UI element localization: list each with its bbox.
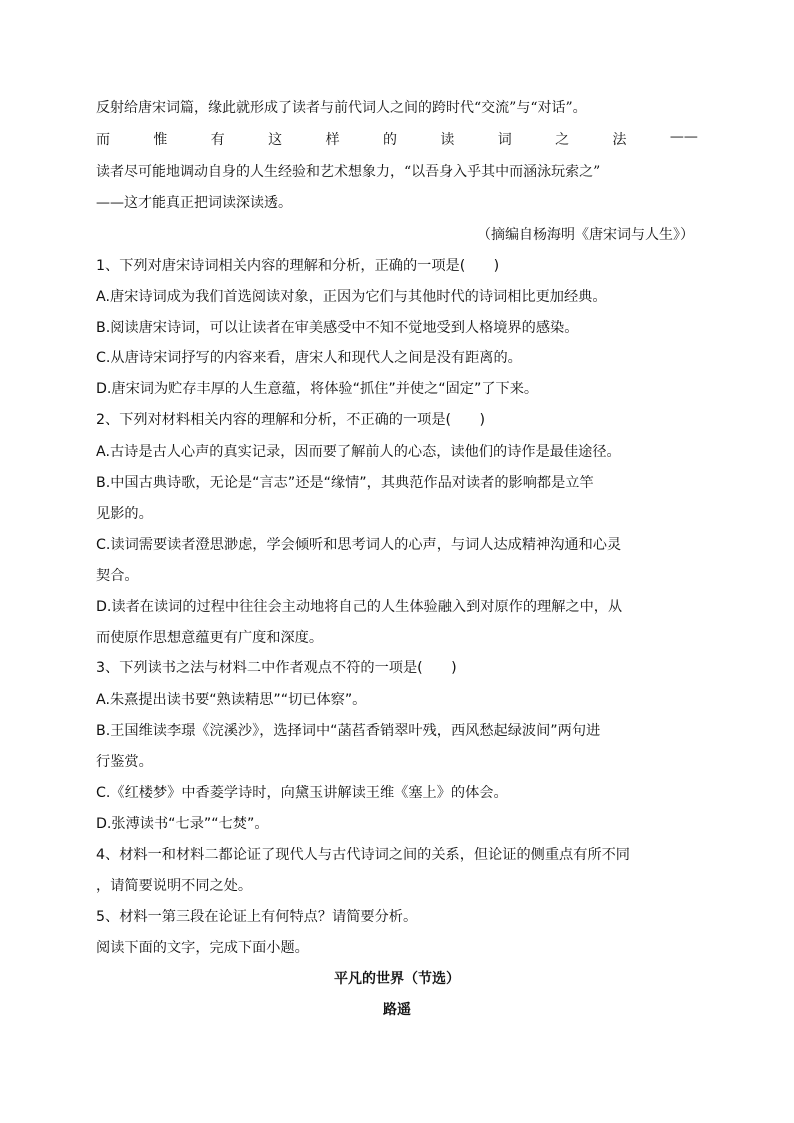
question-stem: 3、下列读书之法与材料二中作者观点不符的一项是( ) xyxy=(96,660,457,676)
option-a: A.朱熹提出读书要“熟读精思”“切已体察”。 xyxy=(96,692,367,708)
passage-char: 词 xyxy=(497,132,512,148)
question-stem-continued: ，请简要说明不同之处。 xyxy=(96,878,253,894)
option-d: D.唐宋词为贮存丰厚的人生意蕴，将体验“抓住”并使之“固定”了下来。 xyxy=(96,381,539,397)
passage-line: ——这才能真正把词读深读透。 xyxy=(96,195,292,211)
passage-char: 而 xyxy=(96,132,110,148)
passage-char: 的 xyxy=(382,132,397,148)
passage-justified-line xyxy=(96,129,698,149)
option-d: D.读者在读词的过程中往往会主动地将自己的人生体验融入到对原作的理解之中，从 xyxy=(96,599,623,615)
option-b: B.阅读唐宋诗词，可以让读者在审美感受中不知不觉地受到人格境界的感染。 xyxy=(96,320,579,336)
option-c: C.《红楼梦》中香菱学诗时，向黛玉讲解读王维《塞上》的体会。 xyxy=(96,785,508,801)
option-d: D.张溥读书“七录”“七焚”。 xyxy=(96,816,269,832)
option-b-continued: 见影的。 xyxy=(96,506,153,522)
question-stem: 5、材料一第三段在论证上有何特点？请简要分析。 xyxy=(96,909,418,925)
passage-char: 之 xyxy=(555,132,570,148)
passage-line: 读者尽可能地调动自身的人生经验和艺术想象力，“以吾身入乎其中而涵泳玩索之” xyxy=(96,164,601,180)
option-c: C.从唐诗宋词抒写的内容来看，唐宋人和现代人之间是没有距离的。 xyxy=(96,350,522,366)
passage-line: 反射给唐宋词篇，缘此就形成了读者与前代词人之间的跨时代“交流”与“对话”。 xyxy=(96,100,587,116)
option-a: A.古诗是古人心声的真实记录，因而要了解前人的心态，读他们的诗作是最佳途径。 xyxy=(96,444,621,460)
passage-char: 这 xyxy=(268,132,283,148)
section-title: 平凡的世界（节选） xyxy=(334,971,460,987)
option-b: B.中国古典诗歌，无论是“言志”还是“缘情”，其典范作品对读者的影响都是立竿 xyxy=(96,475,594,491)
option-b-continued: 行鉴赏。 xyxy=(96,754,153,770)
question-stem: 2、下列对材料相关内容的理解和分析，不正确的一项是( ) xyxy=(96,412,485,428)
passage-char: —— xyxy=(669,129,698,145)
option-a: A.唐宋诗词成为我们首选阅读对象，正因为它们与其他时代的诗词相比更加经典。 xyxy=(96,289,607,305)
option-c-continued: 契合。 xyxy=(96,568,139,584)
option-d-continued: 而使原作思想意蕴更有广度和深度。 xyxy=(96,630,324,646)
option-b: B.王国维读李璟《浣溪沙》，选择词中“菡萏香销翠叶残，西风愁起绿波间”两句进 xyxy=(96,723,601,739)
reading-instruction: 阅读下面的文字，完成下面小题。 xyxy=(96,940,309,956)
passage-char: 读 xyxy=(440,132,455,148)
passage-source: （摘编自杨海明《唐宋词与人生》） xyxy=(477,227,694,243)
passage-char: 法 xyxy=(612,132,627,148)
option-c: C.读词需要读者澄思渺虑，学会倾听和思考词人的心声，与词人达成精神沟通和心灵 xyxy=(96,537,622,553)
passage-char: 惟 xyxy=(153,132,168,148)
passage-char: 样 xyxy=(325,132,340,148)
passage-char: 有 xyxy=(210,132,225,148)
section-author: 路遥 xyxy=(383,1002,411,1018)
question-stem: 4、材料一和材料二都论证了现代人与古代诗词之间的关系，但论证的侧重点有所不同 xyxy=(96,847,630,863)
question-stem: 1、下列对唐宋诗词相关内容的理解和分析，正确的一项是( ) xyxy=(96,258,500,274)
